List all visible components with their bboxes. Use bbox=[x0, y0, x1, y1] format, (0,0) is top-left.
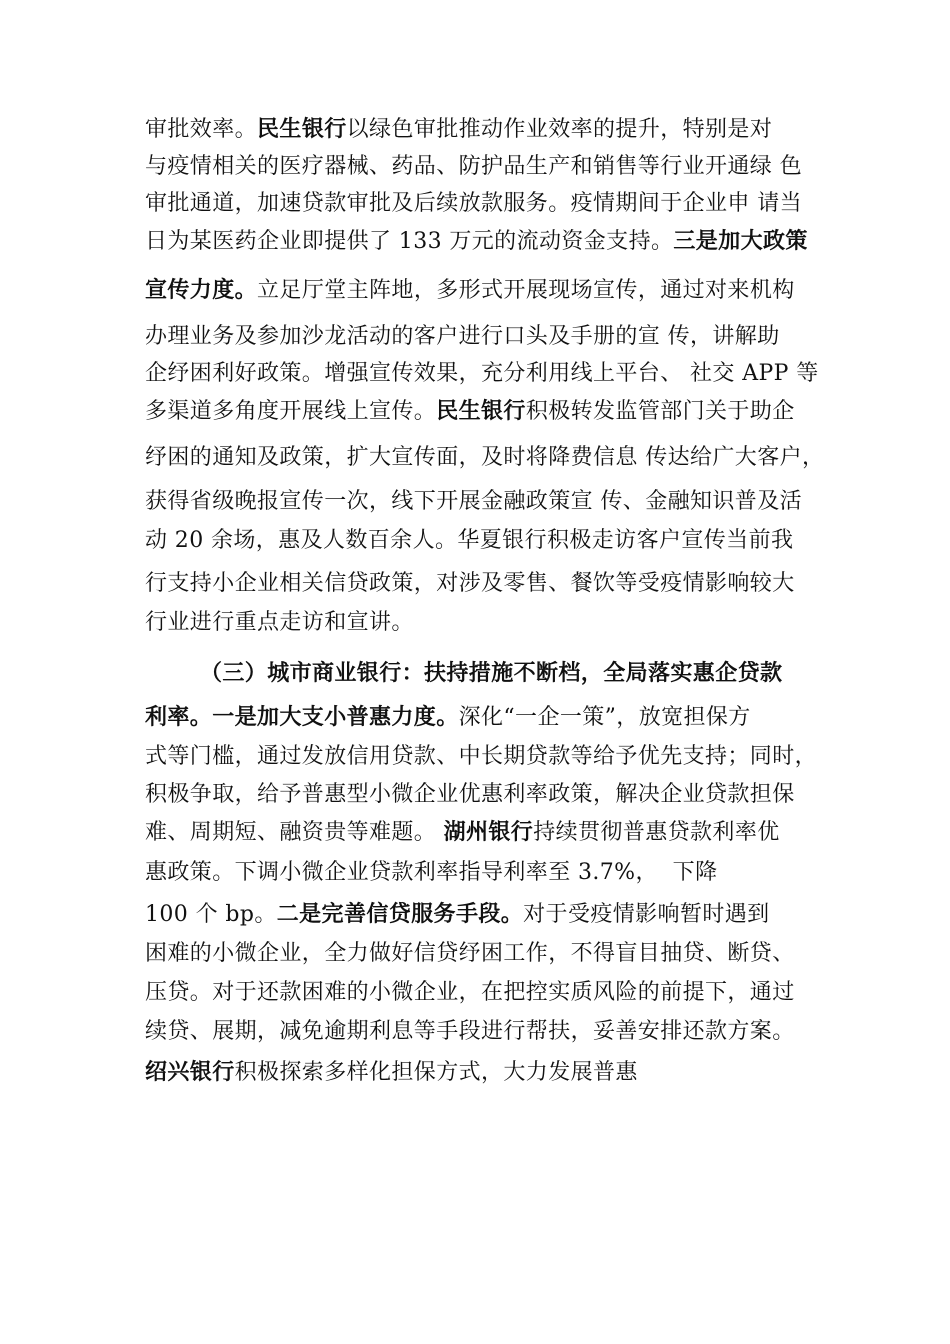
text-line-23: 续贷、展期，减免逾期利息等手段进行帮扶，妥善安排还款方案。 bbox=[145, 1019, 795, 1044]
text-line-13: 行业进行重点走访和宣讲。 bbox=[145, 610, 414, 635]
text-line-6: 办理业务及参加沙龙活动的客户进行口头及手册的宣 传，讲解助 bbox=[145, 324, 780, 349]
text-line-11: 动 20 余场，惠及人数百余人。华夏银行积极走访客户宣传当前我 bbox=[145, 528, 794, 553]
text-line-4: 日为某医药企业即提供了 133 万元的流动资金支持。三是加大政策 bbox=[145, 229, 808, 254]
text-line-21: 困难的小微企业，全力做好信贷纾困工作，不得盲目抽贷、断贷、 bbox=[145, 941, 795, 966]
text-line-16: 式等门槛，通过发放信用贷款、中长期贷款等给予优先支持；同时， bbox=[145, 744, 818, 769]
text-line-10: 获得省级晚报宣传一次，线下开展金融政策宣 传、金融知识普及活 bbox=[145, 489, 802, 514]
text-line-3: 审批通道，加速贷款审批及后续放款服务。疫情期间于企业申 请当 bbox=[145, 191, 802, 216]
text-line-19: 惠政策。下调小微企业贷款利率指导利率至 3.7%， 下降 bbox=[145, 860, 718, 885]
text-line-15: 利率。一是加大支小普惠力度。深化“一企一策”，放宽担保方 bbox=[145, 705, 751, 730]
text-line-12: 行支持小企业相关信贷政策，对涉及零售、餐饮等受疫情影响较大 bbox=[145, 571, 795, 596]
text-line-2: 与疫情相关的医疗器械、药品、防护品生产和销售等行业开通绿 色 bbox=[145, 154, 802, 179]
text-line-17: 积极争取，给予普惠型小微企业优惠利率政策，解决企业贷款担保 bbox=[145, 782, 795, 807]
text-line-5: 宣传力度。立足厅堂主阵地，多形式开展现场宣传，通过对来机构 bbox=[145, 278, 795, 303]
text-line-24: 绍兴银行积极探索多样化担保方式，大力发展普惠 bbox=[145, 1060, 638, 1085]
text-line-7: 企纾困利好政策。增强宣传效果，充分利用线上平台、 社交 APP 等 bbox=[145, 361, 819, 386]
text-line-22: 压贷。对于还款困难的小微企业，在把控实质风险的前提下，通过 bbox=[145, 980, 795, 1005]
text-line-20: 100 个 bp。二是完善信贷服务手段。对于受疫情影响暂时遇到 bbox=[145, 902, 770, 927]
text-line-9: 纾困的通知及政策，扩大宣传面，及时将降费信息 传达给广大客户， bbox=[145, 445, 825, 470]
text-line-18: 难、周期短、融资贵等难题。 湖州银行持续贯彻普惠贷款利率优 bbox=[145, 820, 780, 845]
text-line-1: 审批效率。民生银行以绿色审批推动作业效率的提升，特别是对 bbox=[145, 117, 773, 142]
text-line-8: 多渠道多角度开展线上宣传。民生银行积极转发监管部门关于助企 bbox=[145, 399, 795, 424]
section-heading: （三）城市商业银行：扶持措施不断档，全局落实惠企贷款 bbox=[200, 661, 783, 686]
